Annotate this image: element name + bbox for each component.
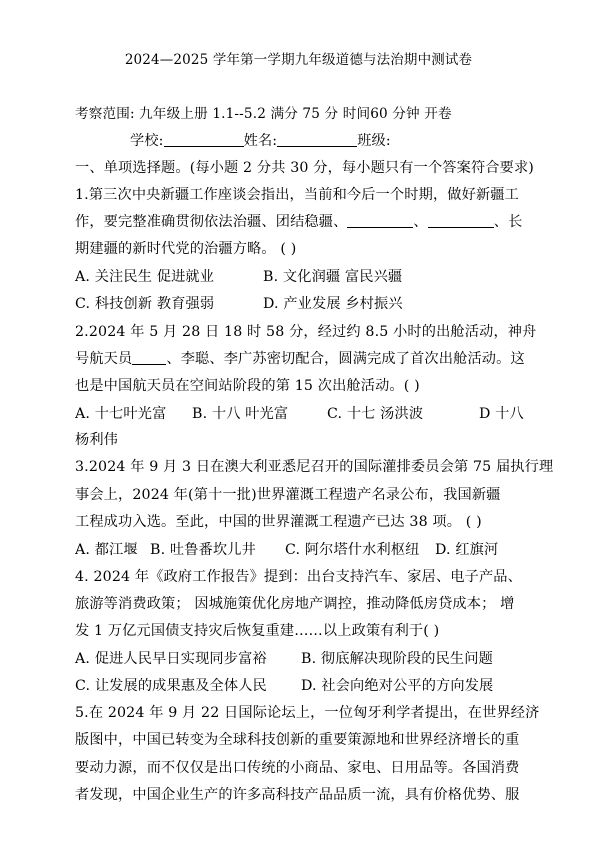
q1-option-d: D. 产业发展 乡村振兴 — [263, 296, 403, 312]
q5-line-3: 要动力源，而不仅仅是出口传统的小商品、家电、日用品等。各国消费 — [75, 760, 520, 776]
q5-line-2: 版图中，中国已转变为全球科技创新的重要策源地和世界经济增长的重 — [75, 732, 520, 748]
q4-option-d: D. 社会向绝对公平的方向发展 — [301, 678, 494, 694]
q4-option-c: C. 让发展的成果惠及全体人民 — [75, 678, 267, 694]
name-blank — [277, 132, 357, 147]
q1-line-3: 期建疆的新时代党的治疆方略。 ( ) — [75, 241, 297, 257]
exam-title: 2024—2025 学年第一学期九年级道德与法治期中测试卷 — [124, 52, 473, 68]
q3-option-c: C. 阿尔塔什水利枢纽 — [285, 542, 420, 558]
q2-text-a: 号航天员 — [75, 351, 133, 367]
q3-line-2: 事会上，2024 年(第十一批)世界灌溉工程遗产名录公布，我国新疆 — [75, 487, 501, 503]
q2-line-1: 2.2024 年 5 月 28 日 18 时 58 分，经过约 8.5 小时的出舱活动，神舟 — [75, 324, 537, 340]
school-blank — [164, 132, 244, 147]
q2-option-d-cont: 杨利伟 — [75, 432, 119, 448]
q1-blank-2 — [428, 213, 494, 228]
q4-options-cd — [75, 677, 493, 695]
name-label: 姓名: — [243, 133, 278, 149]
q2-text-b: 、李聪、李广苏密切配合，圆满完成了首次出舱活动。这 — [166, 351, 525, 367]
q1-text-b: 、 — [413, 214, 428, 230]
q4-option-b: B. 彻底解决现阶段的民生问题 — [301, 651, 493, 667]
q1-options-ab — [75, 268, 402, 286]
q4-line-2: 旅游等消费政策； 因城施策优化房地产调控，推动降低房贷成本； 增 — [75, 596, 515, 612]
q4-option-a: A. 促进人民早日实现同步富裕 — [75, 651, 267, 667]
q2-line-2 — [75, 350, 525, 368]
class-label: 班级: — [357, 133, 391, 149]
q5-line-4: 者发现，中国企业生产的许多高科技产品品质一流，具有价格优势、服 — [75, 787, 520, 803]
q2-option-b: B. 十八 叶光富 — [192, 406, 289, 422]
q2-line-3: 也是中国航天员在空间站阶段的第 15 次出舱活动。( ) — [75, 378, 420, 394]
q3-options — [75, 541, 498, 559]
exam-info: 考察范围: 九年级上册 1.1--5.2 满分 75 分 时间60 分钟 开卷 — [75, 106, 452, 122]
q2-option-c: C. 十七 汤洪波 — [327, 406, 424, 422]
q2-option-d: D 十八 — [479, 406, 524, 422]
q1-text-c: 、长 — [493, 214, 523, 230]
section-heading: 一、单项选择题。(每小题 2 分共 30 分，每小题只有一个答案符合要求) — [75, 160, 534, 176]
q3-option-a: A. 都江堰 — [75, 542, 138, 558]
q3-line-1: 3.2024 年 9 月 3 日在澳大利亚悉尼召开的国际灌排委员会第 75 届执行理 — [75, 459, 554, 475]
q1-option-b: B. 文化润疆 富民兴疆 — [263, 269, 403, 285]
q2-option-a: A. 十七叶光富 — [75, 406, 167, 422]
q3-option-b: B. 吐鲁番坎儿井 — [150, 542, 256, 558]
school-label: 学校: — [130, 133, 164, 149]
q1-line-1: 1.第三次中央新疆工作座谈会指出，当前和今后一个时期，做好新疆工 — [75, 187, 519, 203]
q4-line-3: 发 1 万亿元国债支持灾后恢复重建……以上政策有利于( ) — [75, 623, 440, 639]
q1-option-c: C. 科技创新 教育强弱 — [75, 296, 215, 312]
q4-line-1: 4. 2024 年《政府工作报告》提到：出台支持汽车、家居、电子产品、 — [75, 569, 522, 585]
student-info-fields — [130, 132, 391, 150]
q1-option-a: A. 关注民生 促进就业 — [75, 269, 215, 285]
q4-options-ab — [75, 650, 493, 668]
q1-text-a: 作，要完整准确贯彻依法治疆、团结稳疆、 — [75, 214, 348, 230]
q3-line-3: 工程成功入选。至此，中国的世界灌溉工程遗产已达 38 项。 ( ) — [75, 514, 482, 530]
q3-option-d: D. 红旗河 — [435, 542, 499, 558]
q1-options-cd — [75, 295, 403, 313]
q1-blank-1 — [347, 213, 413, 228]
q1-line-2 — [75, 213, 522, 231]
q5-line-1: 5.在 2024 年 9 月 22 日国际论坛上，一位匈牙利学者提出，在世界经济 — [75, 705, 540, 721]
q2-options — [75, 405, 524, 423]
q2-blank — [132, 350, 166, 365]
